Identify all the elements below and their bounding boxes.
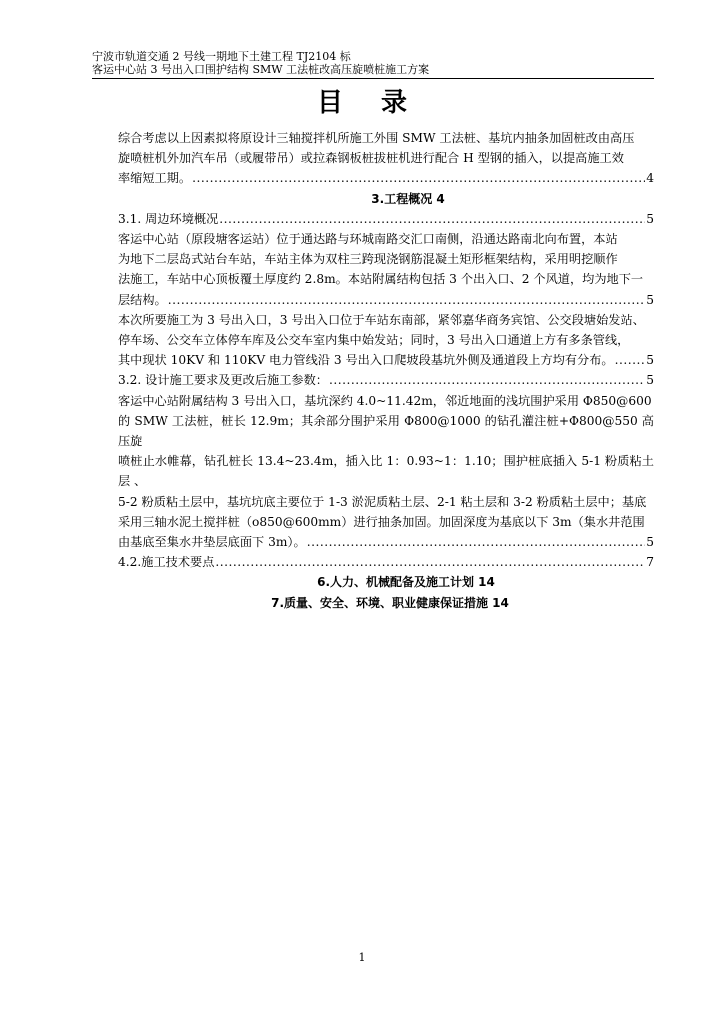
header-line-1: 宁波市轨道交通 2 号线一期地下土建工程 TJ2104 标 bbox=[92, 50, 351, 63]
table-of-contents bbox=[118, 128, 654, 613]
toc-entry-line: 法施工，车站中心顶板覆土厚度约 2.8m。本站附属结构包括 3 个出入口、2 个风道，均为地下一 bbox=[118, 272, 644, 287]
toc-entry-last-line: 层结构。 ..... 5 bbox=[118, 290, 654, 310]
page-title: 目录 bbox=[316, 88, 445, 118]
toc-entry[interactable] bbox=[118, 229, 654, 310]
toc-page-number: 7 bbox=[646, 555, 654, 570]
toc-entry-3-1[interactable]: 3.1. 周边环境概况 ..... 5 bbox=[118, 209, 654, 229]
toc-page-number: 5 bbox=[646, 353, 654, 368]
toc-entry-3-2[interactable]: 3.2. 设计施工要求及更改后施工参数： ..... 5 bbox=[118, 370, 654, 390]
toc-entry-line: 喷桩止水帷幕，钻孔桩长 13.4~23.4m，插入比 1：0.93~1：1.10；围护桩底插入 5-1 粉质粘土层 、 bbox=[118, 454, 654, 489]
toc-entry-last-line: 其中现状 10KV 和 110KV 电力管线沿 3 号出入口爬坡段基坑外侧及通道段上方均有分布。 ..... 5 bbox=[118, 350, 654, 370]
toc-page-number: 5 bbox=[646, 292, 654, 307]
toc-entry[interactable] bbox=[118, 391, 654, 553]
toc-entry-4-2[interactable]: 4.2.施工技术要点 ..... 7 bbox=[118, 552, 654, 572]
toc-page-number: 4 bbox=[646, 171, 654, 186]
toc-entry-line: 采用三轴水泥土搅拌桩（o850@600mm）进行抽条加固。加固深度为基底以下 3m（集水井范围 bbox=[118, 514, 645, 529]
toc-entry-line: 客运中心站（原段塘客运站）位于通达路与环城南路交汇口南侧，沿通达路南北向布置，本站 bbox=[118, 232, 618, 247]
toc-entry-line: 旋喷桩机外加汽车吊（或履带吊）或拉森钢板桩拔桩机进行配合 H 型钢的插入，以提高施工效 bbox=[118, 151, 624, 166]
toc-heading-7[interactable]: 7.质量、安全、环境、职业健康保证措施 14 bbox=[271, 595, 509, 610]
toc-entry[interactable] bbox=[118, 310, 654, 371]
toc-page-number: 5 bbox=[646, 373, 654, 388]
toc-page-number: 5 bbox=[646, 211, 654, 226]
page-number: 1 bbox=[358, 951, 366, 964]
toc-entry-last-line: 率缩短工期。 ..... 4 bbox=[118, 168, 654, 188]
toc-entry-line: 停车场、公交车立体停车库及公交车室内集中始发站；同时，3 号出入口通道上方有多条管线， bbox=[118, 333, 630, 348]
toc-entry-line: 为地下二层岛式站台车站，车站主体为双柱三跨现浇钢筋混凝土矩形框架结构，采用明挖顺作 bbox=[118, 252, 618, 267]
toc-heading-6[interactable]: 6.人力、机械配备及施工计划 14 bbox=[317, 575, 495, 590]
toc-page-number: 5 bbox=[646, 535, 654, 550]
toc-entry-line: 5-2 粉质粘土层中，基坑坑底主要位于 1-3 淤泥质粘土层、2-1 粘土层和 3-2 粉质粘土层中；基底 bbox=[118, 494, 647, 509]
toc-entry-line: 本次所要施工为 3 号出入口，3 号出入口位于车站东南部，紧邻嘉华商务宾馆、公交段塘始发站、 bbox=[118, 312, 645, 327]
toc-entry-line: 综合考虑以上因素拟将原设计三轴搅拌机所施工外围 SMW 工法桩、基坑内抽条加固桩改由高压 bbox=[118, 131, 635, 145]
page-header bbox=[92, 50, 654, 79]
toc-entry-line: 的 SMW 工法桩，桩长 12.9m；其余部分围护采用 Φ800@1000 的钻孔灌注桩+Φ800@550 高压旋 bbox=[118, 413, 654, 449]
toc-entry[interactable] bbox=[118, 128, 654, 189]
toc-heading-3[interactable]: 3.工程概况 4 bbox=[371, 191, 445, 206]
toc-entry-line: 客运中心站附属结构 3 号出入口，基坑深约 4.0~11.42m，邻近地面的浅坑围护采用 Φ850@600 bbox=[118, 393, 652, 408]
header-line-2: 客运中心站 3 号出入口围护结构 SMW 工法桩改高压旋喷桩施工方案 bbox=[92, 63, 430, 76]
toc-entry-last-line: 由基底至集水井垫层底面下 3m）。 ..... 5 bbox=[118, 532, 654, 552]
